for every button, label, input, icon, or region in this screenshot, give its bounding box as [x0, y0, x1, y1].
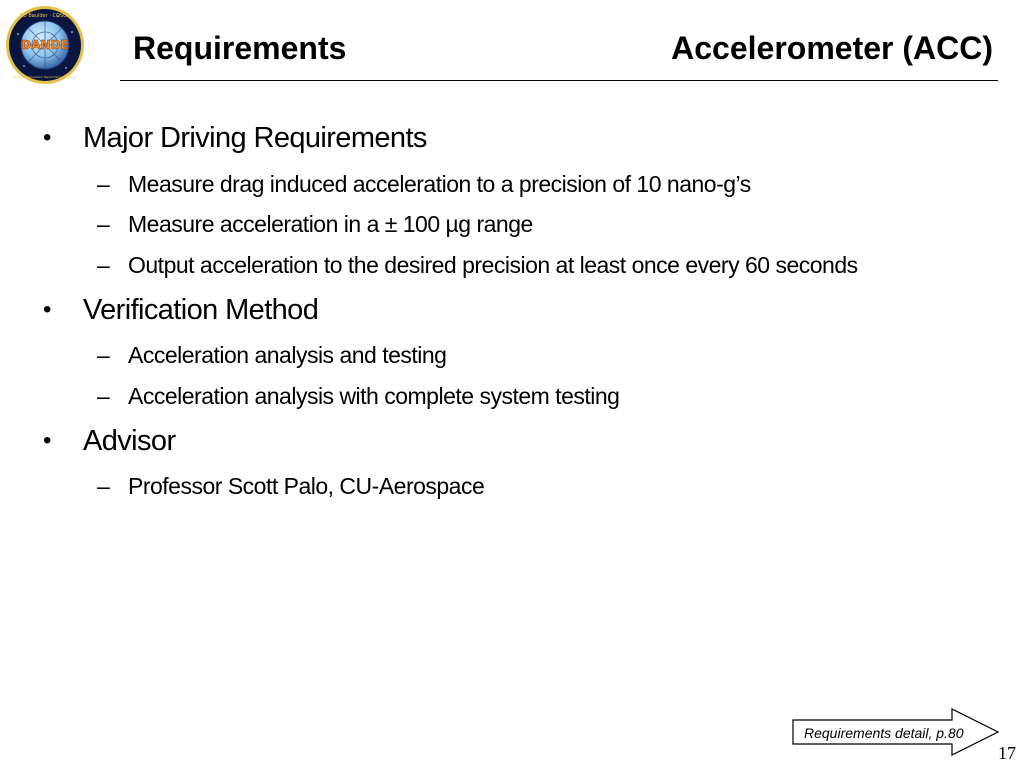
section-label: Verification Method [83, 294, 319, 326]
slide-title-right: Accelerometer (ACC) [671, 30, 993, 66]
page-number: 17 [998, 743, 1016, 763]
requirement-text: Output acceleration to the desired precision at least once every 60 seconds [128, 252, 858, 278]
dash: – [97, 383, 110, 409]
dande-logo-icon [4, 4, 86, 86]
logo-ring-text-top: CU Boulder · COSGC [19, 13, 71, 19]
verification-text: Acceleration analysis and testing [128, 342, 447, 368]
logo-ring-text-bottom: Drag and Atmospheric Neutral Density Explorer [14, 76, 76, 79]
bullet: • [43, 296, 51, 323]
dash: – [97, 171, 110, 197]
advisor-text: Professor Scott Palo, CU-Aerospace [128, 473, 485, 499]
requirements-detail-link[interactable]: Requirements detail, p.80 [804, 725, 964, 741]
requirement-text: Measure drag induced acceleration to a precision of 10 nano-g’s [128, 171, 751, 197]
dash: – [97, 211, 110, 237]
dash: – [97, 473, 110, 499]
section-label: Advisor [83, 425, 176, 457]
dash: – [97, 252, 110, 278]
dash: – [97, 342, 110, 368]
logo-mission-name: DANDE [21, 38, 69, 52]
verification-text: Acceleration analysis with complete system testing [128, 383, 620, 409]
bullet: • [43, 427, 51, 454]
title-divider [120, 80, 998, 81]
section-label: Major Driving Requirements [83, 122, 427, 154]
bullet: • [43, 124, 51, 151]
slide-title-left: Requirements [133, 30, 347, 66]
requirement-text: Measure acceleration in a ± 100 µg range [128, 211, 533, 237]
